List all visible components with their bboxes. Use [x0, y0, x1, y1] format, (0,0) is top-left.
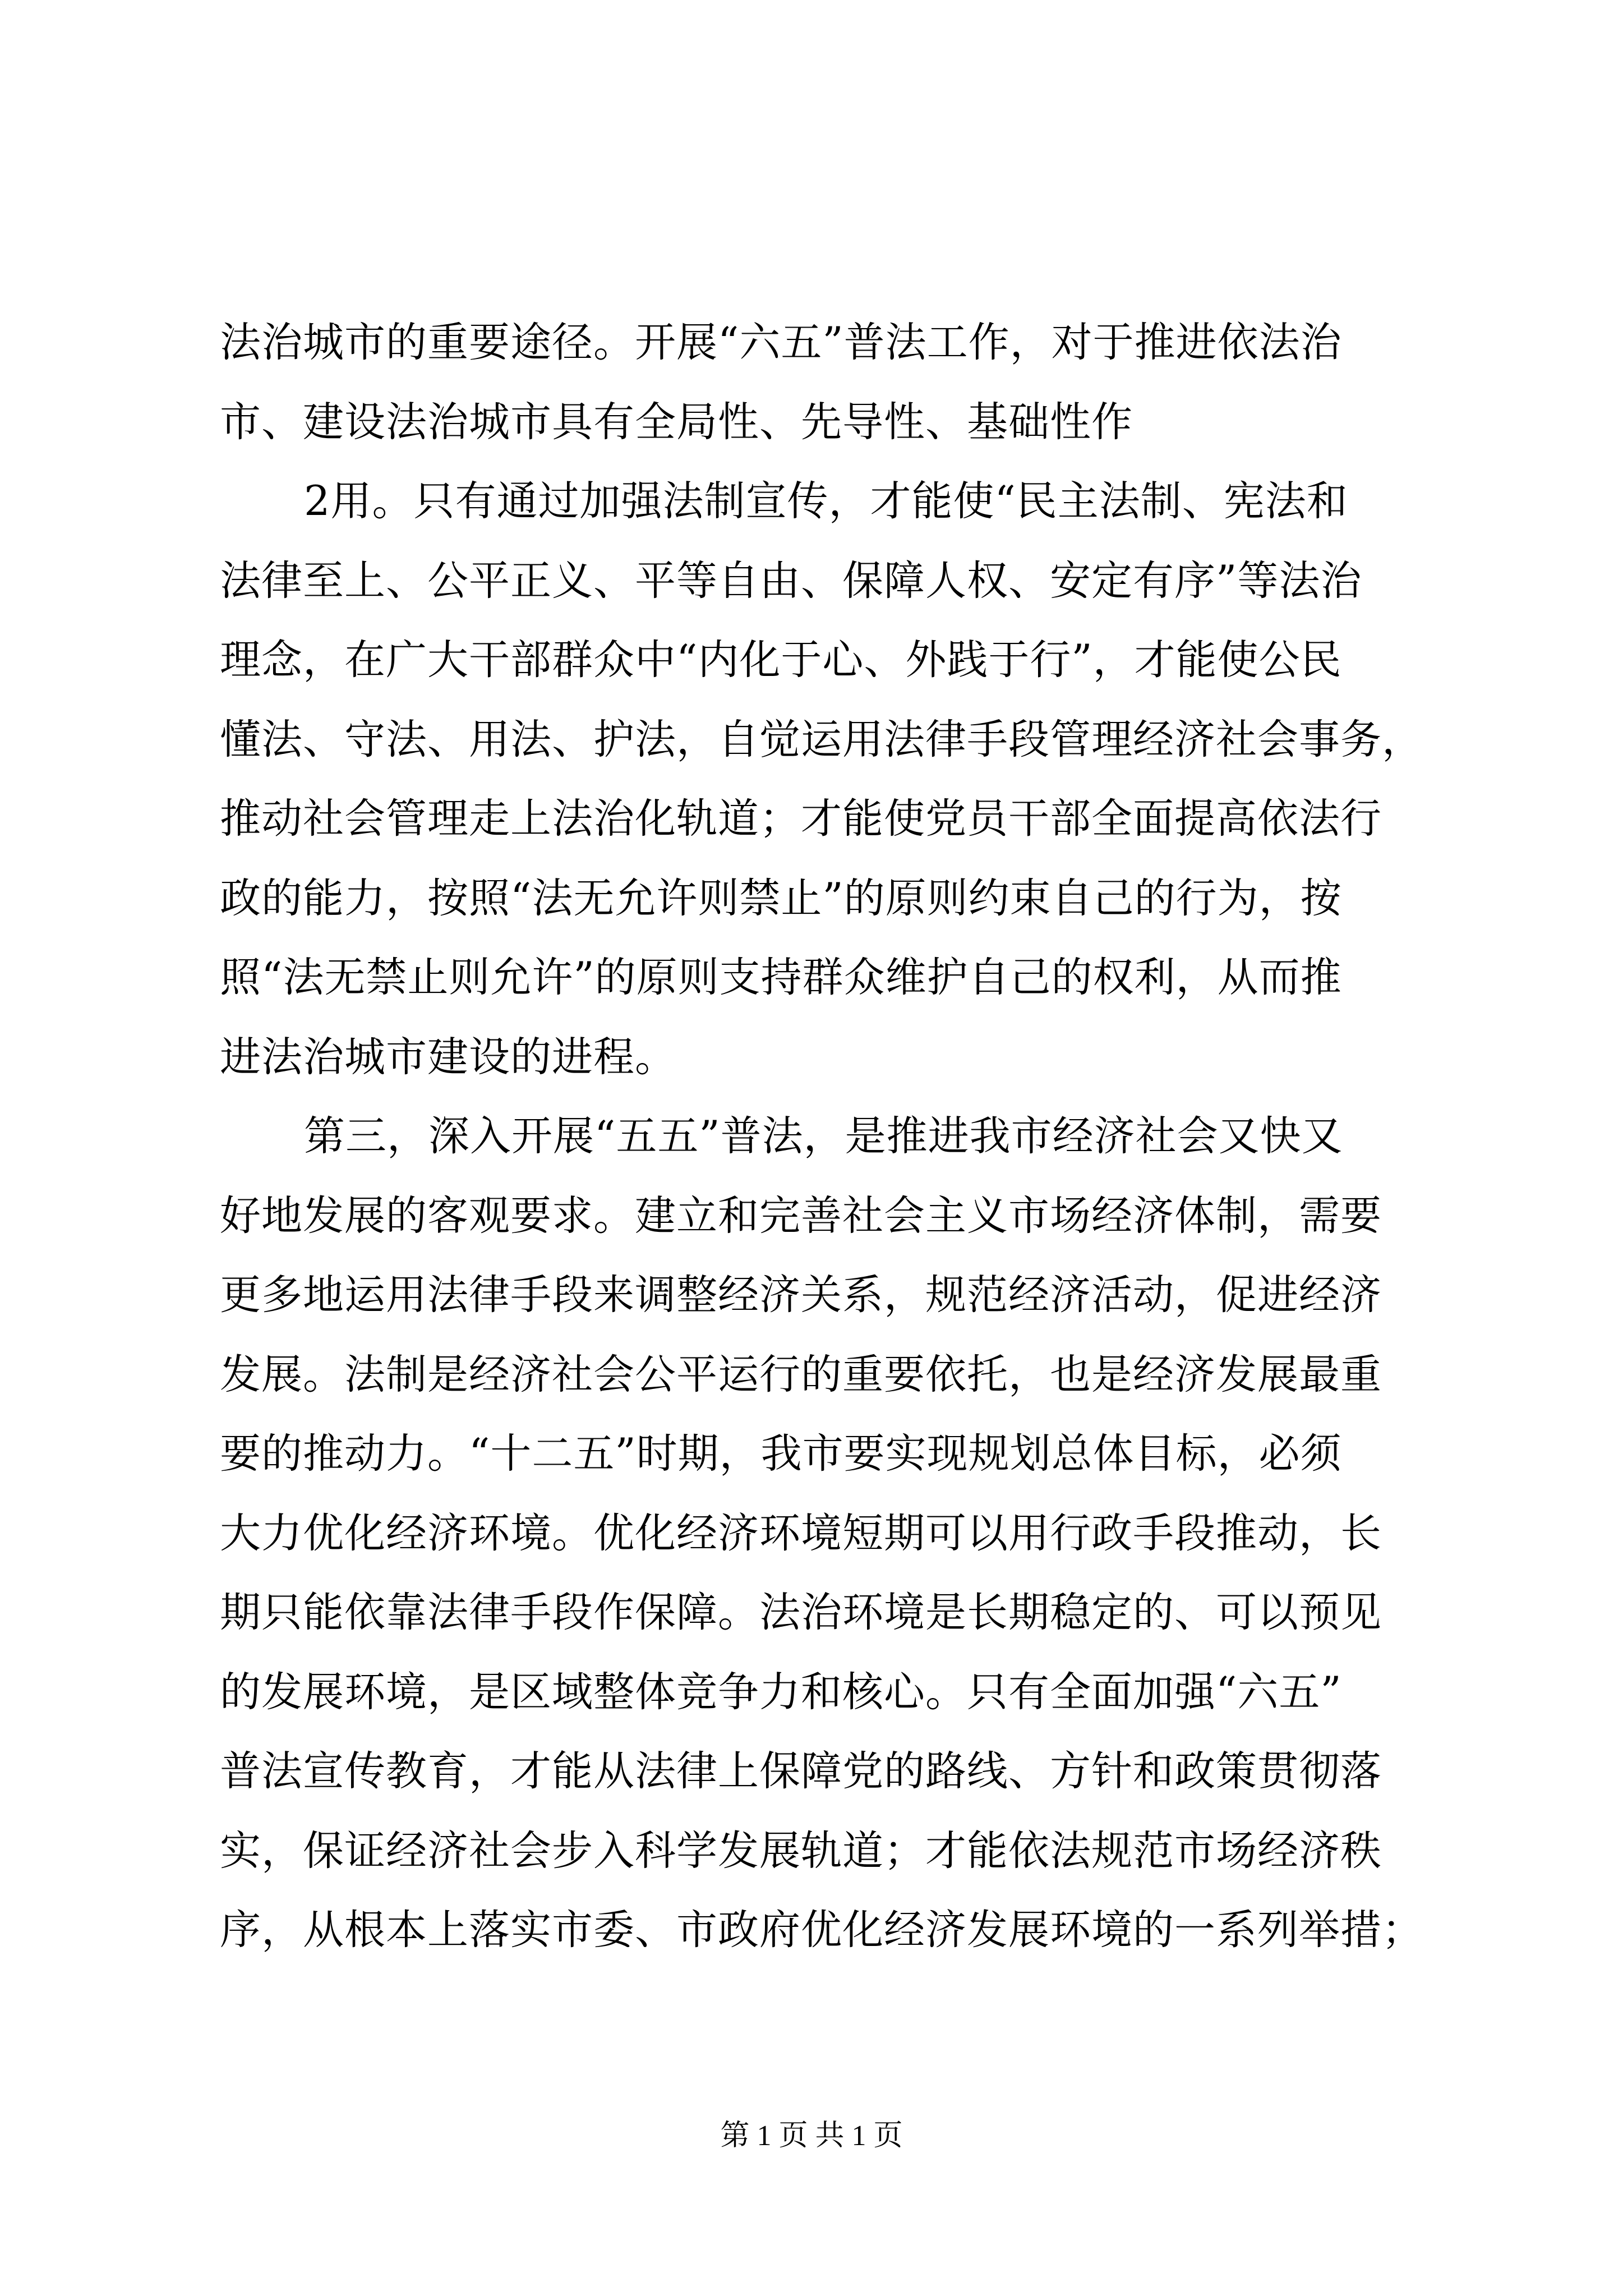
text-line: 政的能力，按照“法无允许则禁止”的原则约束自己的行为，按 — [220, 874, 1342, 922]
text-line: 大力优化经济环境。优化经济环境短期可以用行政手段推动，长 — [220, 1509, 1382, 1557]
text-line: 发展。法制是经济社会公平运行的重要依托，也是经济发展最重 — [220, 1350, 1382, 1398]
text-line: 进法治城市建设的进程。 — [220, 1033, 676, 1081]
text-line: 期只能依靠法律手段作保障。法治环境是长期稳定的、可以预见 — [220, 1589, 1382, 1636]
text-line: 普法宣传教育，才能从法律上保障党的路线、方针和政策贯彻落 — [220, 1747, 1382, 1795]
text-line: 的发展环境，是区域整体竞争力和核心。只有全面加强“六五” — [220, 1668, 1342, 1716]
text-line: 法治城市的重要途径。开展“六五”普法工作，对于推进依法治 — [220, 319, 1342, 366]
text-line: 懂法、守法、用法、护法，自觉运用法律手段管理经济社会事务， — [220, 715, 1423, 763]
document-body — [220, 303, 1442, 1970]
text-line: 要的推动力。“十二五”时期，我市要实现规划总体目标，必须 — [220, 1430, 1342, 1478]
text-line: 照“法无禁止则允许”的原则支持群众维护自己的权利，从而推 — [220, 954, 1342, 1001]
text-line: 法律至上、公平正义、平等自由、保障人权、安定有序”等法治 — [220, 556, 1362, 605]
text-line: 第三，深入开展“五五”普法，是推进我市经济社会又快又 — [304, 1112, 1343, 1160]
page-number-footer: 第 1 页 共 1 页 — [720, 2120, 903, 2152]
text-line: 推动社会管理走上法治化轨道；才能使党员干部全面提高依法行 — [220, 795, 1382, 843]
text-line: 实，保证经济社会步入科学发展轨道；才能依法规范市场经济秩 — [220, 1826, 1382, 1875]
text-line: 理念，在广大干部群众中“内化于心、外践于行”，才能使公民 — [220, 636, 1342, 684]
text-line: 市、建设法治城市具有全局性、先导性、基础性作 — [220, 398, 1133, 446]
text-line: 好地发展的客观要求。建立和完善社会主义市场经济体制，需要 — [220, 1191, 1382, 1240]
text-line: 更多地运用法律手段来调整经济关系，规范经济活动，促进经济 — [220, 1271, 1382, 1319]
text-line: 序，从根本上落实市委、市政府优化经济发展环境的一系列举措； — [220, 1906, 1423, 1954]
text-line: 2用。只有通过加强法制宣传，才能使“民主法制、宪法和 — [304, 477, 1348, 525]
